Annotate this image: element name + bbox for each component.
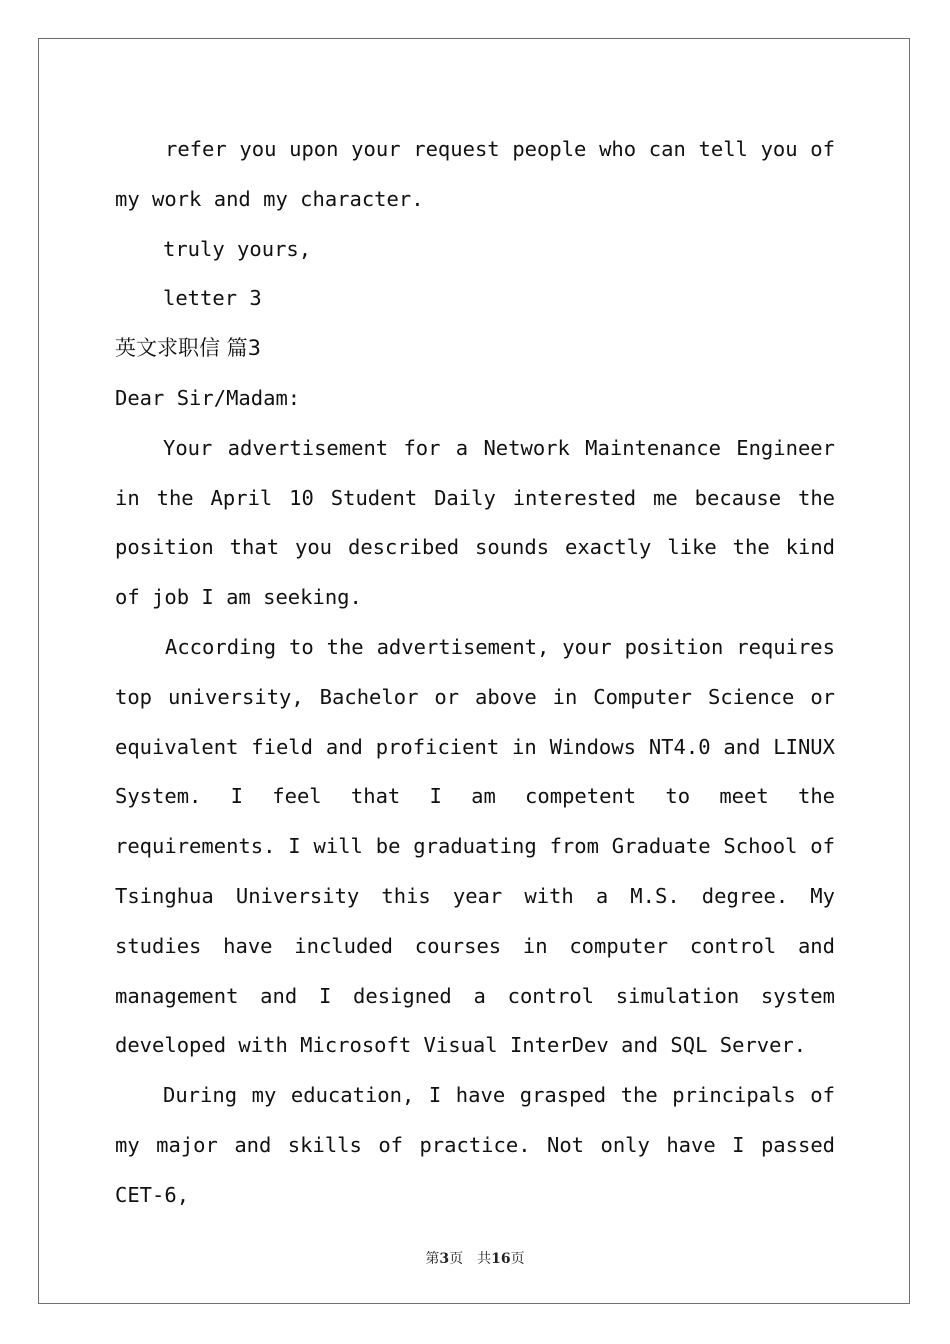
- page-footer: [0, 1248, 950, 1268]
- footer-middle: 页 共: [449, 1251, 492, 1267]
- footer-prefix: 第: [425, 1251, 440, 1267]
- para-advertisement: Your advertisement for a Network Maintenance Engineer in the April 10 Student Daily interested me because the position that you described sounds exactly like the kind of job I am seeking.: [115, 435, 835, 610]
- para-refer: refer you upon your request people who can tell you of my work and my character.: [115, 137, 835, 211]
- footer-suffix: 页: [510, 1251, 525, 1267]
- para-letter-label: letter 3: [163, 286, 262, 311]
- para-education: During my education, I have grasped the principals of my major and skills of practice. Not only have I passed CET-6,: [115, 1083, 835, 1207]
- footer-total-pages: 16: [491, 1251, 511, 1267]
- footer-page-number: 3: [439, 1251, 450, 1267]
- document-body: [115, 125, 835, 1221]
- para-salutation: Dear Sir/Madam:: [115, 385, 301, 410]
- para-closing: truly yours,: [163, 236, 312, 261]
- section-heading: 英文求职信 篇3: [115, 336, 262, 361]
- para-requirements: According to the advertisement, your position requires top university, Bachelor or above in Computer Science or equivalent field and proficient in Windows NT4.0 and LINUX System. I feel that I am competent to meet the requirements. I will be graduating from Graduate School of Tsinghua University this year with a M.S. degree. My studies have included courses in computer control and management and I designed a control simulation system developed with Microsoft Visual InterDev and SQL Server.: [115, 634, 835, 1058]
